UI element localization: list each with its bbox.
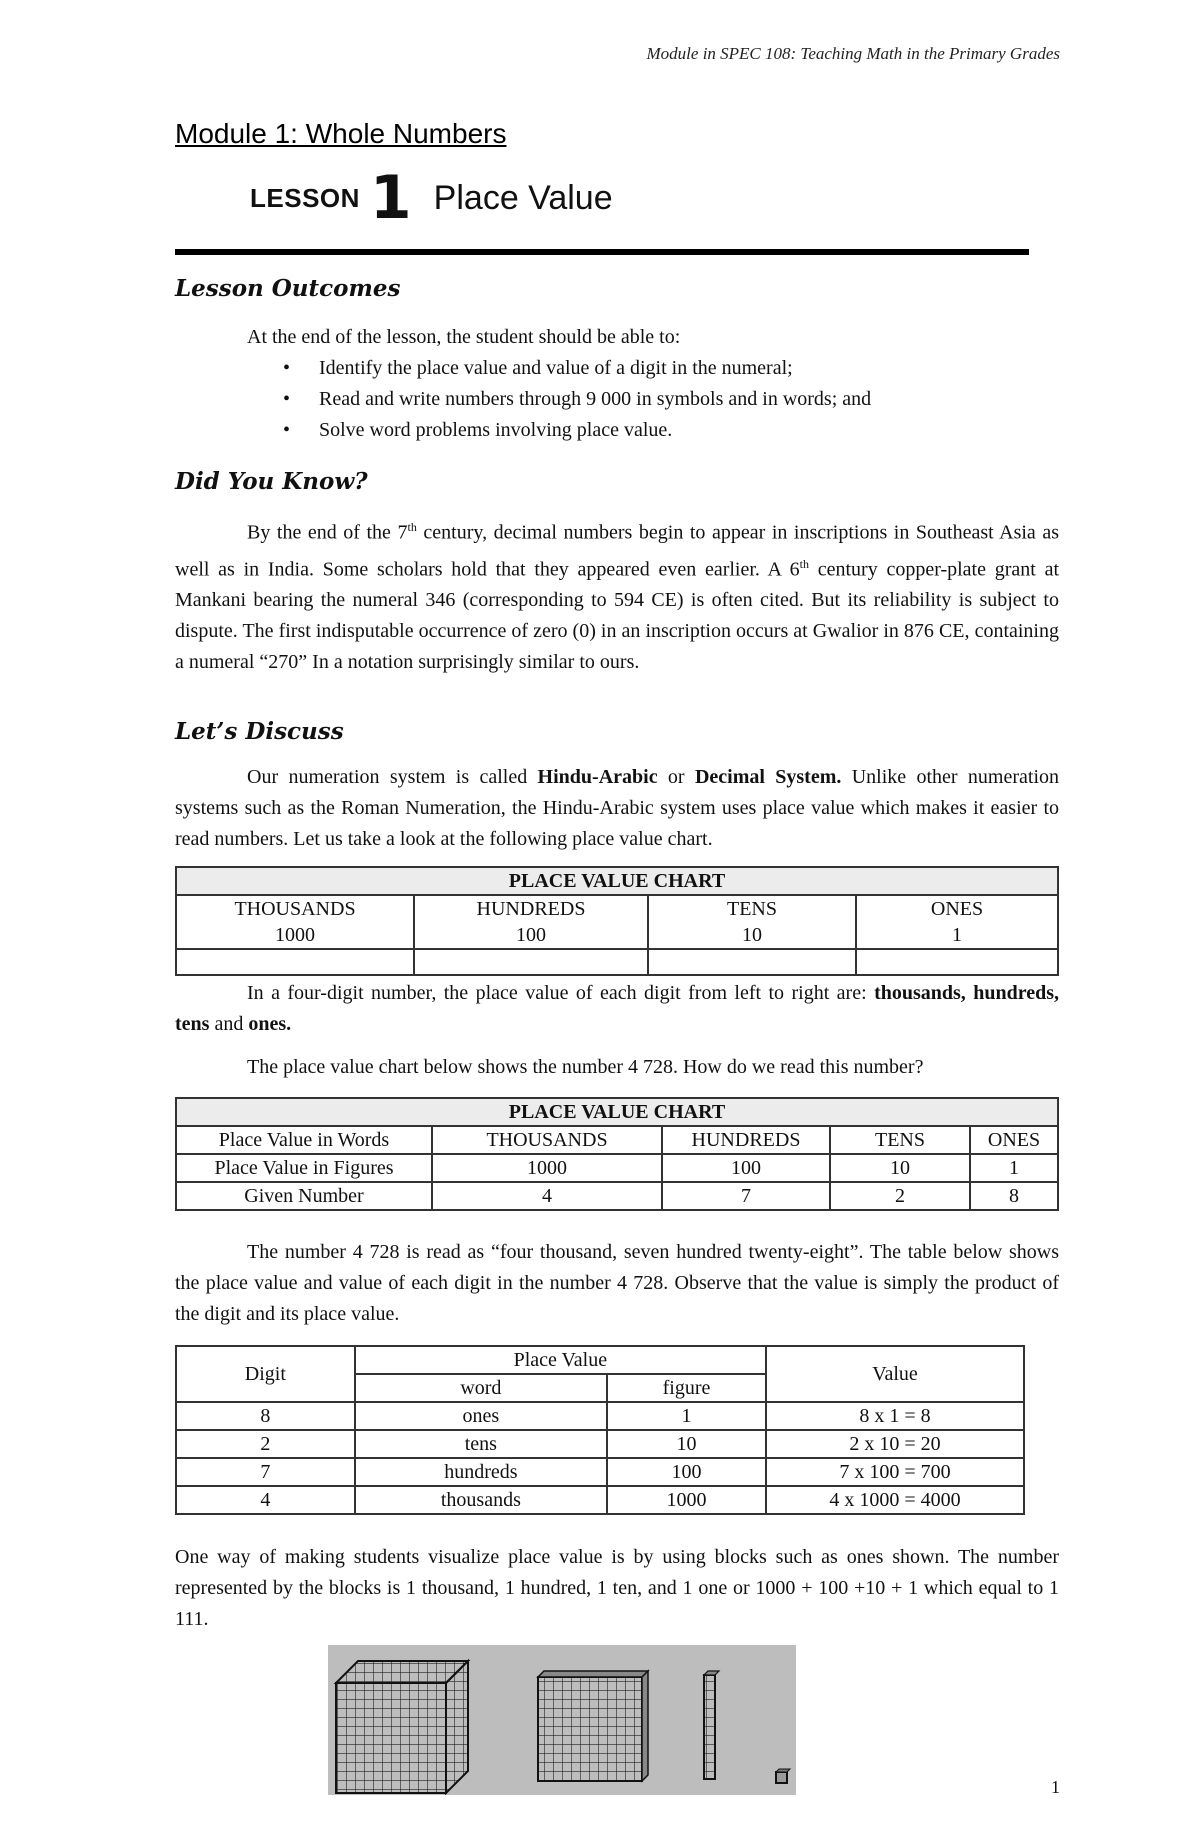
table-cell: 7 x 100 = 700 (766, 1458, 1024, 1486)
chart-1-blank-cell (176, 949, 414, 975)
chart-1-blank-cell (856, 949, 1058, 975)
table-cell: tens (355, 1430, 607, 1458)
lesson-number: 1 (369, 163, 412, 233)
table-cell: 4 x 1000 = 4000 (766, 1486, 1024, 1514)
chart-1-blank-cell (414, 949, 648, 975)
chart-1-blank-cell (648, 949, 856, 975)
one-unit-cube-icon (776, 1769, 790, 1783)
base-ten-blocks-photo (328, 1645, 796, 1795)
place-value-chart-1 (175, 866, 1059, 976)
chart-2-cell: 1000 (432, 1154, 662, 1182)
discuss-paragraph-2: In a four-digit number, the place value of each digit from left to right are: thousands, hundreds, tens and ones. (175, 982, 1059, 1035)
table-cell: 1 (607, 1402, 766, 1430)
chart-2-cell: TENS (830, 1126, 970, 1154)
chart-2-cell: Place Value in Words (176, 1126, 432, 1154)
outcomes-list (247, 353, 1047, 446)
table-cell: 10 (607, 1430, 766, 1458)
chart-2-cell: 2 (830, 1182, 970, 1210)
chart-2-cell: 100 (662, 1154, 830, 1182)
chart-1-value: 1 (856, 922, 1058, 949)
discuss-paragraph-1: Our numeration system is called Hindu-Arabic or Decimal System. Unlike other numeration systems such as the Roman Numeration, the Hindu-Arabic system uses place value which makes it easier to read numbers. Let us take a look at the following place value chart. (175, 766, 1059, 850)
chart-2-cell: 4 (432, 1182, 662, 1210)
outcome-item: • Identify the place value and value of a digit in the numeral; (247, 353, 1047, 384)
chart-1-header: THOUSANDS (176, 895, 414, 922)
lesson-heading (250, 163, 613, 233)
table-cell: 4 (176, 1486, 355, 1514)
chart-2-cell: ONES (970, 1126, 1058, 1154)
chart-2-cell: 1 (970, 1154, 1058, 1182)
table-cell: hundreds (355, 1458, 607, 1486)
base-ten-blocks-illustration (328, 1645, 796, 1795)
outcome-item: • Read and write numbers through 9 000 in symbols and in words; and (247, 384, 1047, 415)
chart-1-value: 100 (414, 922, 648, 949)
chart-2-cell: HUNDREDS (662, 1126, 830, 1154)
lesson-label: LESSON (250, 182, 360, 213)
discuss-heading: Let’s Discuss (175, 718, 344, 745)
chart-2-cell: Place Value in Figures (176, 1154, 432, 1182)
chart-1-header: ONES (856, 895, 1058, 922)
table-cell: 8 (176, 1402, 355, 1430)
chart-2-title: PLACE VALUE CHART (176, 1098, 1058, 1126)
hundred-flat-icon (538, 1671, 648, 1781)
table-cell: 8 x 1 = 8 (766, 1402, 1024, 1430)
module-title: Module 1: Whole Numbers (175, 118, 507, 149)
outcomes-heading: Lesson Outcomes (175, 275, 401, 302)
outcomes-intro: At the end of the lesson, the student should be able to: (247, 326, 681, 348)
chart-1-value: 10 (648, 922, 856, 949)
chart-1-title: PLACE VALUE CHART (176, 867, 1058, 895)
table-cell: 100 (607, 1458, 766, 1486)
place-value-chart-2 (175, 1097, 1059, 1211)
place-value-header: Place Value (355, 1346, 766, 1374)
discuss-paragraph-4: The number 4 728 is read as “four thousand, seven hundred twenty-eight”. The table below shows the place value and value of each digit in the number 4 728. Observe that the value is simply the product of the digit and its place value. (175, 1241, 1059, 1325)
table-cell: thousands (355, 1486, 607, 1514)
table-cell: ones (355, 1402, 607, 1430)
table-cell: 2 (176, 1430, 355, 1458)
lesson-title: Place Value (433, 178, 613, 217)
outcome-item: • Solve word problems involving place value. (247, 415, 1047, 446)
figure-header: figure (607, 1374, 766, 1402)
table-cell: 1000 (607, 1486, 766, 1514)
page-number: 1 (1051, 1777, 1060, 1797)
chart-2-cell: 8 (970, 1182, 1058, 1210)
digit-value-table (175, 1345, 1025, 1515)
chart-2-cell: Given Number (176, 1182, 432, 1210)
did-you-know-paragraph: By the end of the 7th century, decimal numbers begin to appear in inscriptions in Southeast Asia as well as in India. Some scholars hold that they appeared even earlier. A 6th century copper-plate grant at Mankani bearing the numeral 346 (corresponding to 594 CE) is often cited. But its reliability is subject to dispute. The first indisputable occurrence of zero (0) in an inscription occurs at Gwalior in 876 CE, containing a numeral “270” In a notation surprisingly similar to ours. (175, 520, 1060, 674)
table-cell: 7 (176, 1458, 355, 1486)
ten-rod-icon (704, 1671, 719, 1779)
chart-1-header: HUNDREDS (414, 895, 648, 922)
word-header: word (355, 1374, 607, 1402)
discuss-paragraph-3: The place value chart below shows the number 4 728. How do we read this number? (247, 1056, 924, 1078)
chart-2-cell: THOUSANDS (432, 1126, 662, 1154)
discuss-paragraph-5: One way of making students visualize place value is by using blocks such as ones shown. The number represented by the blocks is 1 thousand, 1 hundred, 1 ten, and 1 one or 1000 + 100 +10 + 1 which equal to 1 111. (175, 1546, 1059, 1630)
chart-2-cell: 10 (830, 1154, 970, 1182)
chart-1-value: 1000 (176, 922, 414, 949)
chart-2-cell: 7 (662, 1182, 830, 1210)
digit-header: Digit (176, 1346, 355, 1402)
running-header: Module in SPEC 108: Teaching Math in the Primary Grades (646, 44, 1060, 63)
title-divider (175, 249, 1029, 255)
thousand-cube-icon (336, 1661, 468, 1793)
table-cell: 2 x 10 = 20 (766, 1430, 1024, 1458)
value-header: Value (766, 1346, 1024, 1402)
chart-1-header: TENS (648, 895, 856, 922)
did-you-know-heading: Did You Know? (175, 468, 368, 495)
